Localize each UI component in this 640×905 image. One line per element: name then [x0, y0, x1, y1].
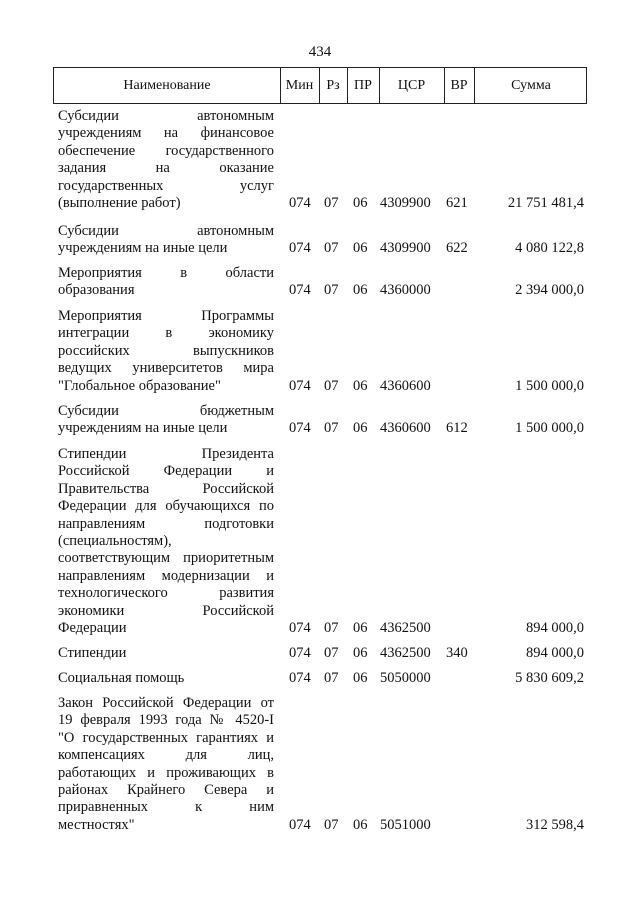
- row-name-line: Правительства Российской: [58, 480, 274, 497]
- header-min: Мин: [280, 68, 320, 103]
- row-name-line: технологического развития: [58, 585, 274, 602]
- cell-csr: 4360000: [380, 282, 431, 299]
- row-name-line: работающих и проживающих в: [58, 764, 274, 781]
- cell-pr: 06: [353, 377, 368, 394]
- row-name-line: (специальностям),: [58, 532, 172, 549]
- header-rz: Рз: [319, 68, 348, 103]
- row-name-line: "О государственных гарантиях и: [58, 729, 274, 746]
- cell-pr: 06: [353, 420, 368, 437]
- header-pr: ПР: [347, 68, 380, 103]
- table-row: [0, 223, 640, 258]
- row-name-line: образования: [58, 282, 135, 299]
- cell-pr: 06: [353, 194, 368, 211]
- cell-rz: 07: [324, 619, 339, 636]
- cell-csr: 4360600: [380, 377, 431, 394]
- cell-pr: 06: [353, 240, 368, 257]
- cell-min: 074: [289, 669, 311, 686]
- row-name-line: учреждениям на финансовое: [58, 125, 274, 142]
- row-name-line: Федерации для обучающихся по: [58, 498, 274, 515]
- cell-sum: 1 500 000,0: [515, 420, 584, 437]
- cell-rz: 07: [324, 194, 339, 211]
- row-name-line: задания на оказание: [58, 160, 274, 177]
- row-name-line: компенсациях для лиц,: [58, 747, 274, 764]
- row-name-line: учреждениям на иные цели: [58, 240, 228, 257]
- cell-csr: 5050000: [380, 669, 431, 686]
- row-name-line: направлениям модернизации и: [58, 567, 274, 584]
- row-name-line: Субсидии автономным: [58, 108, 274, 124]
- row-name-line: приравненных к ним: [58, 799, 274, 816]
- table-row: [0, 446, 640, 637]
- cell-rz: 07: [324, 377, 339, 394]
- cell-pr: 06: [353, 282, 368, 299]
- page-number: 434: [308, 44, 332, 60]
- table-header: [53, 67, 587, 104]
- cell-min: 074: [289, 816, 311, 833]
- cell-pr: 06: [353, 619, 368, 636]
- cell-csr: 4362500: [380, 644, 431, 661]
- cell-rz: 07: [324, 669, 339, 686]
- row-name-line: обеспечение государственного: [58, 142, 274, 159]
- header-vr: ВР: [444, 68, 475, 103]
- cell-sum: 894 000,0: [526, 619, 584, 636]
- row-name-line: Мероприятия Программы: [58, 308, 274, 324]
- header-name: Наименование: [54, 68, 281, 103]
- cell-vr: 622: [446, 240, 468, 257]
- cell-sum: 2 394 000,0: [515, 282, 584, 299]
- row-name: [58, 308, 274, 395]
- table-row: [0, 670, 640, 687]
- row-name-line: местностях": [58, 816, 135, 833]
- row-name-line: направлениям подготовки: [58, 515, 274, 532]
- row-name-line: интеграции в экономику: [58, 325, 274, 342]
- cell-rz: 07: [324, 644, 339, 661]
- row-name-line: экономики Российской: [58, 602, 274, 619]
- row-name-line: Субсидии автономным: [58, 223, 274, 239]
- table-row: [0, 265, 640, 300]
- row-name: [58, 265, 274, 300]
- header-sum: Сумма: [511, 78, 551, 93]
- cell-vr: 612: [446, 420, 468, 437]
- row-name: [58, 645, 274, 662]
- table-row: [0, 403, 640, 438]
- cell-pr: 06: [353, 669, 368, 686]
- row-name-line: Закон Российской Федерации от: [58, 695, 274, 711]
- cell-min: 074: [289, 377, 311, 394]
- row-name-line: Социальная помощь: [58, 670, 185, 686]
- row-name-line: (выполнение работ): [58, 194, 181, 211]
- cell-sum: 312 598,4: [526, 816, 584, 833]
- row-name: [58, 403, 274, 438]
- header-csr: ЦСР: [379, 68, 445, 103]
- cell-sum: 894 000,0: [526, 644, 584, 661]
- table-row: [0, 645, 640, 662]
- row-name-line: Мероприятия в области: [58, 265, 274, 281]
- cell-sum: 4 080 122,8: [515, 240, 584, 257]
- row-name: [58, 446, 274, 637]
- cell-pr: 06: [353, 816, 368, 833]
- row-name-line: Субсидии бюджетным: [58, 403, 274, 419]
- row-name-line: российских выпускников: [58, 342, 274, 359]
- cell-rz: 07: [324, 240, 339, 257]
- row-name-line: районах Крайнего Севера и: [58, 781, 274, 798]
- cell-min: 074: [289, 194, 311, 211]
- table-row: [0, 695, 640, 834]
- row-name-line: государственных услуг: [58, 177, 274, 194]
- row-name-line: учреждениям на иные цели: [58, 420, 228, 437]
- cell-csr: 4362500: [380, 619, 431, 636]
- row-name-line: Российской Федерации и: [58, 463, 274, 480]
- table-row: [0, 108, 640, 212]
- row-name-line: ведущих университетов мира: [58, 360, 274, 377]
- cell-csr: 4309900: [380, 240, 431, 257]
- cell-csr: 4360600: [380, 420, 431, 437]
- row-name-line: 19 февраля 1993 года № 4520-I: [58, 712, 274, 729]
- row-name: [58, 223, 274, 258]
- cell-rz: 07: [324, 816, 339, 833]
- cell-min: 074: [289, 282, 311, 299]
- cell-sum: 1 500 000,0: [515, 377, 584, 394]
- cell-csr: 4309900: [380, 194, 431, 211]
- cell-min: 074: [289, 420, 311, 437]
- row-name-line: Стипендии: [58, 645, 127, 661]
- cell-pr: 06: [353, 644, 368, 661]
- cell-min: 074: [289, 644, 311, 661]
- cell-vr: 621: [446, 194, 468, 211]
- row-name: [58, 670, 274, 687]
- cell-rz: 07: [324, 420, 339, 437]
- cell-vr: 340: [446, 644, 468, 661]
- row-name: [58, 108, 274, 212]
- row-name: [58, 695, 274, 834]
- cell-sum: 21 751 481,4: [507, 194, 584, 211]
- cell-sum: 5 830 609,2: [515, 669, 584, 686]
- cell-csr: 5051000: [380, 816, 431, 833]
- row-name-line: Федерации: [58, 619, 127, 636]
- row-name-line: соответствующим приоритетным: [58, 550, 274, 567]
- row-name-line: "Глобальное образование": [58, 377, 221, 394]
- cell-min: 074: [289, 619, 311, 636]
- row-name-line: Стипендии Президента: [58, 446, 274, 462]
- cell-rz: 07: [324, 282, 339, 299]
- table-row: [0, 308, 640, 395]
- cell-min: 074: [289, 240, 311, 257]
